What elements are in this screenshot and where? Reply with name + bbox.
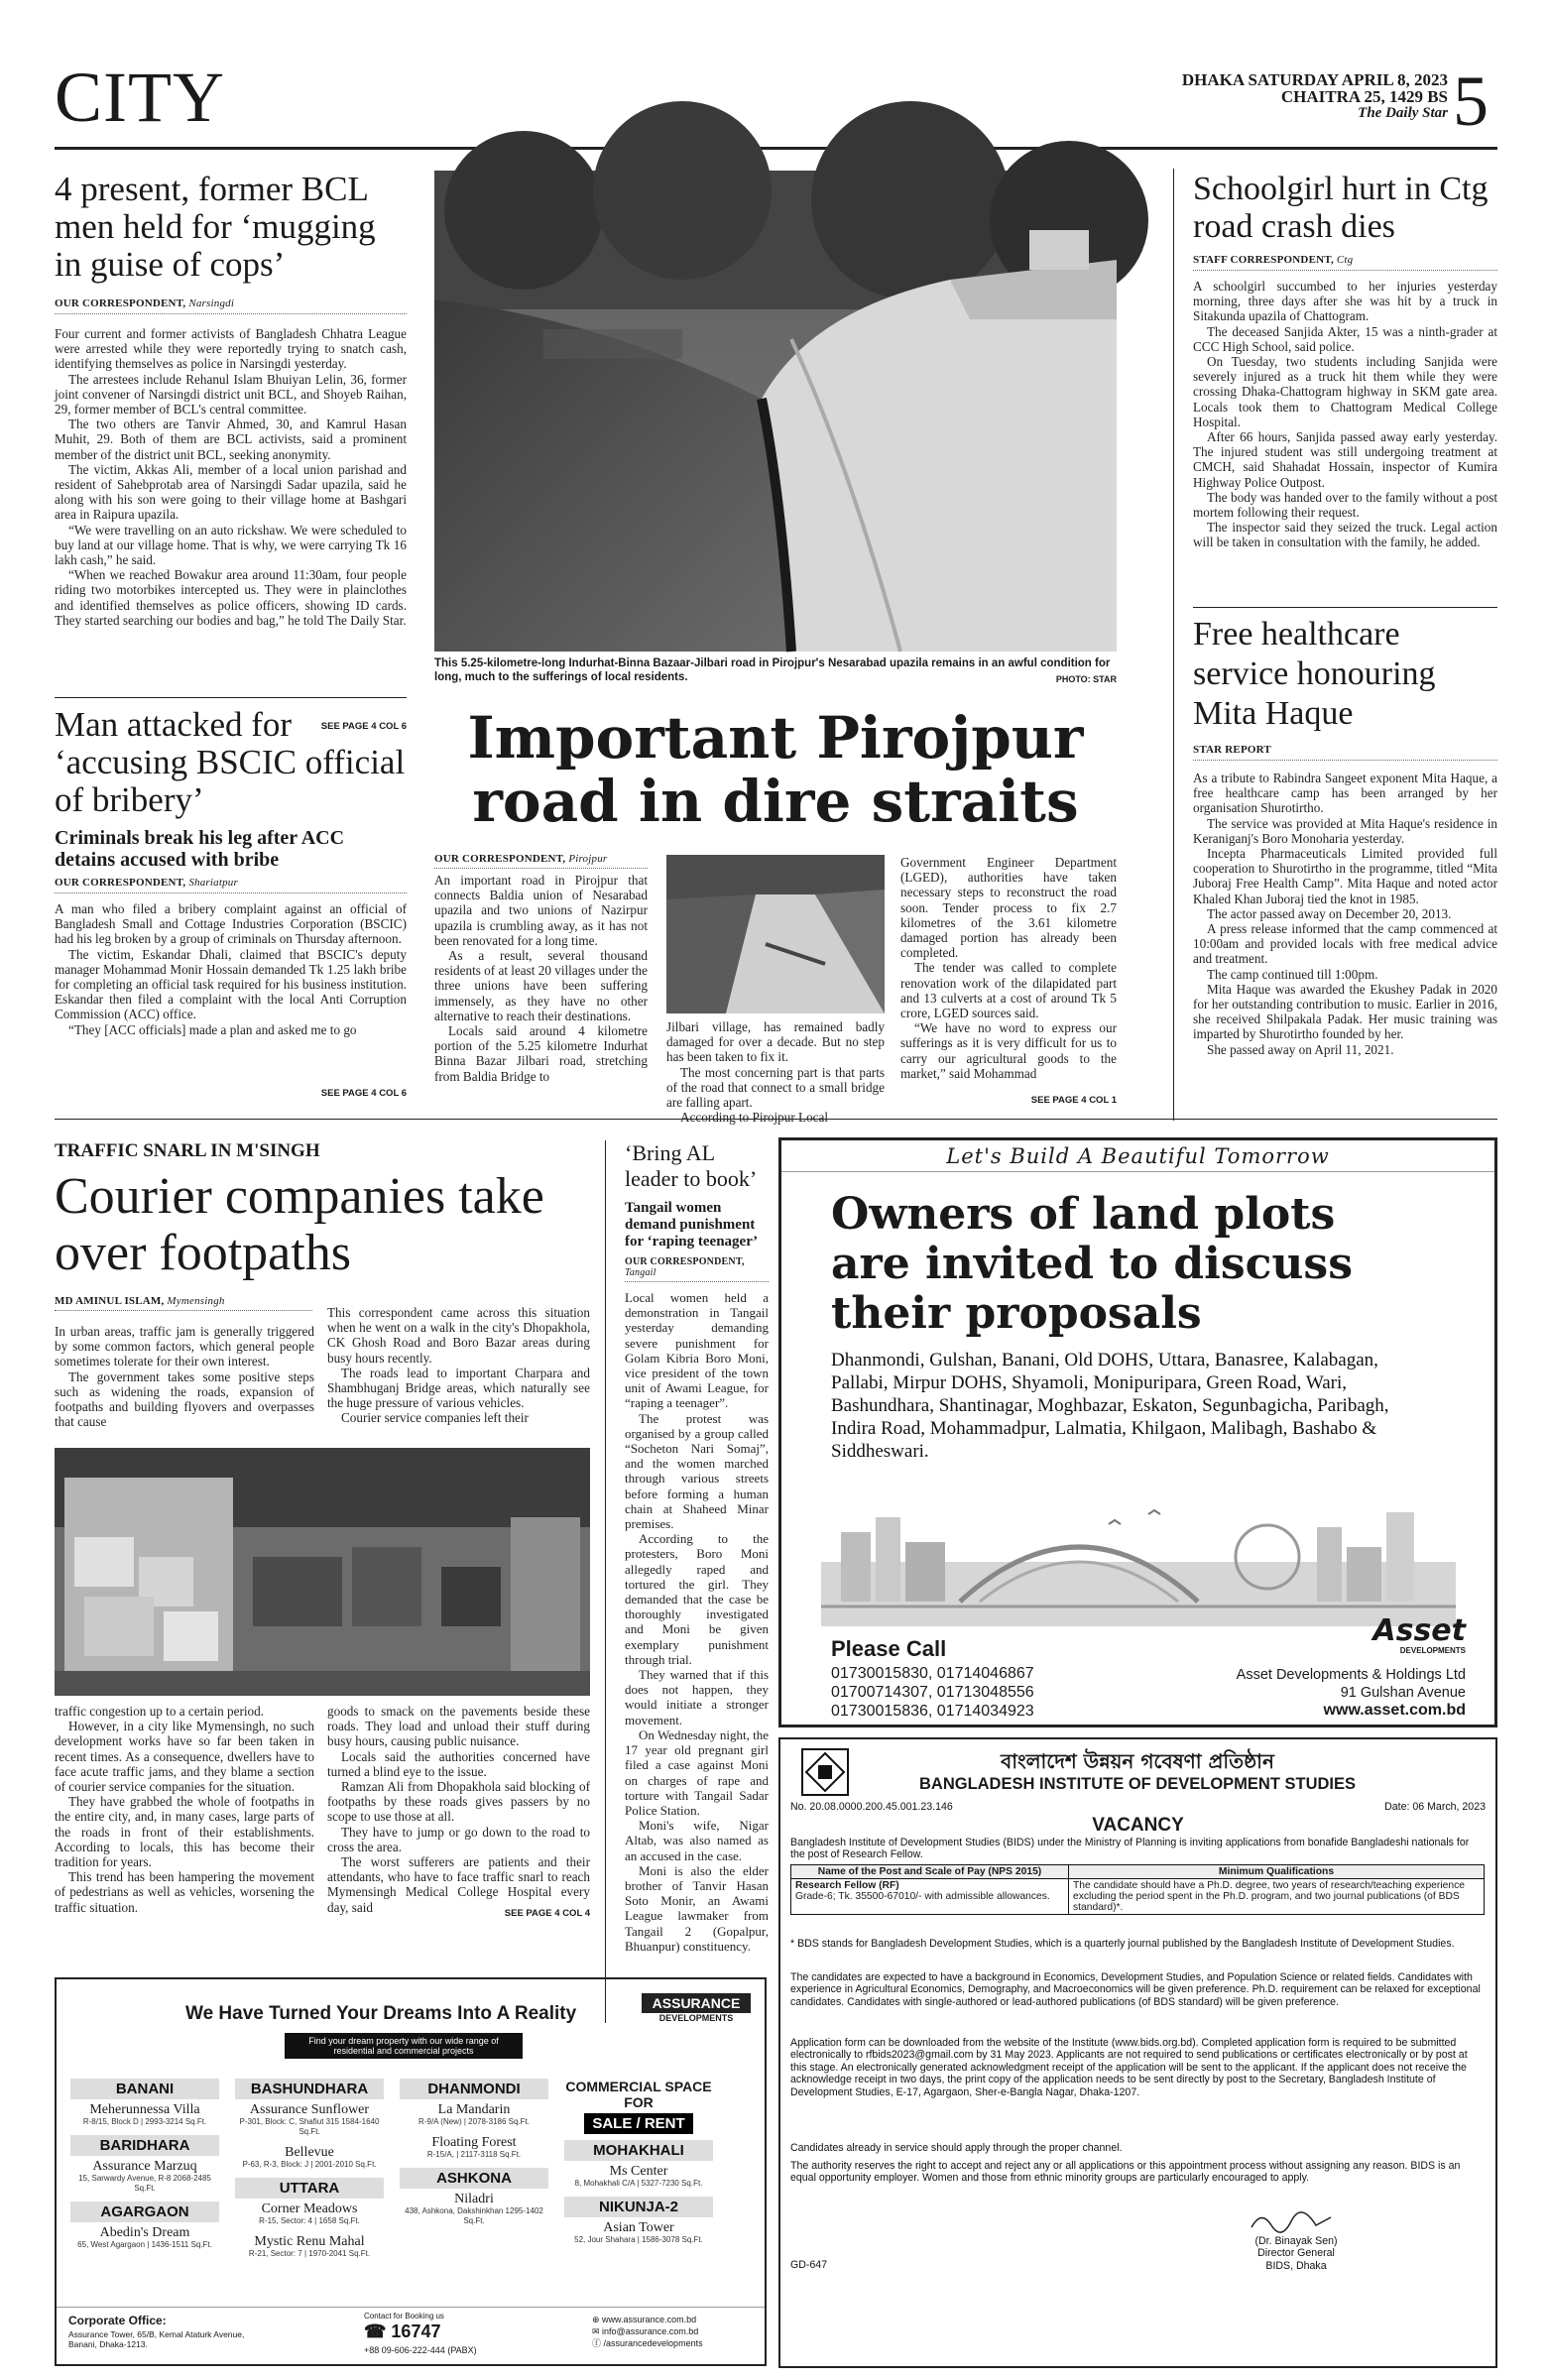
hotline-value: 16747 — [391, 2321, 441, 2341]
ad-headline: Owners of land plots are invited to discuss their proposals — [831, 1189, 1353, 1339]
paragraph: The service was provided at Mita Haque's residence in Keraniganj's Boro Monoharia yesterday. — [1193, 815, 1497, 846]
assurance-advertisement[interactable] — [55, 1977, 767, 2366]
paragraph: A press release informed that the camp commenced at 10:00am and provided locals with free medical advice and treatment. — [1193, 921, 1497, 967]
project-detail: 438, Ashkona, Dakshinkhan 1295-1402 Sq.Ft. — [405, 2206, 543, 2225]
road-photo-illustration — [434, 171, 1117, 652]
courier-story — [55, 1140, 590, 1311]
post-name: Research Fellow (RF) — [795, 1880, 899, 1891]
paragraph: Moni is also the elder brother of Tanvir Hasan Soto Monir, an Awami League lawmaker from Tangail 2 (Gopalpur, Bhuanpur) constituency. — [625, 1862, 769, 1954]
tangail-story — [625, 1140, 769, 1954]
header-qualifications: Minimum Qualifications — [1069, 1865, 1485, 1879]
company-website[interactable]: www.asset.com.bd — [1323, 1702, 1466, 1719]
paragraph: “We have no word to express our sufferings as it is very difficult for us to carry our agricultural goods to the market,” said Mohammad — [900, 1020, 1117, 1081]
kicker: TRAFFIC SNARL IN M'SINGH — [55, 1140, 320, 1161]
project-name: Ms Center — [609, 2164, 668, 2179]
signature — [1247, 2207, 1336, 2235]
paragraph: According to the protesters, Boro Moni allegedly raped and tortured the girl. They demanded that the case be thoroughly investigated and Moni be given exemplary punishment through trial. — [625, 1531, 769, 1667]
project-name: Abedin's Dream — [99, 2225, 190, 2240]
paragraph: Government Engineer Department (LGED), authorities have taken necessary steps to reconstruct the road soon. Tender process to fix 2.7 kilometres of the 3.61 kilometre damaged portion has already been completed. — [900, 855, 1117, 961]
vacancy-application-info: Application form can be downloaded from the website of the Institute (www.bids.org.bd). Completed application form is required to be submitted electronically to rfbids2023@gmail.com by 31 May 2023. Applicants are not required to send publications or certificates electronically or by post at this stage. An electronically generated acknowledgment receipt of the application will be sent to the applicant. If the applicant does not receive the acknowledge receipt in two days, the print copy of the application needs to be sent directly by post to the Secretary, Bangladesh Institute of Development Studies, E-17, Agargaon, Sher-e-Bangla Nagar, Dhaka-1207. — [790, 2037, 1468, 2098]
project-detail: P-63, R-3, Block: J | 2001-2010 Sq.Ft. — [242, 2160, 377, 2169]
project-name: Floating Forest — [431, 2135, 517, 2150]
date-line: DHAKA SATURDAY APRIL 8, 2023 — [1181, 70, 1448, 89]
vacancy-intro: Bangladesh Institute of Development Studies (BIDS) under the Ministry of Planning is inviting applications from bonafide Bangladeshi nationals for the post of Research Fellow. — [790, 1837, 1470, 1861]
paragraph: The worst sufferers are patients and their attendants, who have to face traffic snarl to reach Mymensingh Medical College Hospital every day, said — [327, 1854, 590, 1915]
project-name: Bellevue — [285, 2145, 334, 2160]
subheadline: Tangail women demand punishment for ‘raping teenager’ — [625, 1200, 759, 1250]
paragraph: An important road in Pirojpur that connects Baldia union of Nesarabad upazila and two unions of Nazirpur upazila is crumbling away, as it has not been renovated for a long time. — [434, 873, 648, 948]
paragraph: They warned that if this does not happen, they would initiate a stronger movement. — [625, 1667, 769, 1727]
paragraph: traffic congestion up to a certain period. — [55, 1704, 265, 1719]
paragraph: The protest was organised by a group called “Socheton Nari Somaj”, and the women marched through various streets before forming a human chain at Shaheed Minar premises. — [625, 1410, 769, 1532]
post-cell — [791, 1879, 1069, 1915]
signatory-designation: Director General — [1257, 2247, 1335, 2260]
schoolgirl-story — [1193, 171, 1497, 606]
facebook-text: /assurancedevelopments — [603, 2338, 703, 2348]
project-name: Assurance Marzuq — [92, 2159, 197, 2174]
project-group-commercial — [564, 2079, 713, 2253]
assurance-footer — [57, 2307, 765, 2364]
pirojpur-byline — [434, 853, 648, 869]
headline[interactable]: 4 present, former BCL men held for ‘mugging in guise of cops’ — [55, 170, 376, 284]
headline[interactable]: Schoolgirl hurt in Ctg road crash dies — [1193, 171, 1489, 245]
story-divider — [1193, 607, 1497, 608]
project-name: Asian Tower — [603, 2220, 674, 2235]
area-label: MOHAKHALI — [564, 2140, 713, 2161]
website-text: www.assurance.com.bd — [602, 2315, 697, 2324]
byline — [1193, 254, 1497, 271]
mita-haque-story — [1193, 615, 1497, 1120]
paragraph: In urban areas, traffic jam is generally triggered by some common factors, which general people sometimes tolerate for their own interest. — [55, 1324, 314, 1369]
masthead-date — [1131, 71, 1448, 122]
article-body — [1193, 771, 1497, 1120]
byline-place: Ctg — [1336, 254, 1354, 266]
paragraph: A schoolgirl succumbed to her injuries yesterday morning, three days after she was hit by a truck in Sitakunda upazila of Chattogram. — [1193, 279, 1497, 324]
project-detail: 52, Jour Shahara | 1586-3078 Sq.Ft. — [574, 2235, 703, 2244]
paragraph: “They [ACC officials] made a plan and asked me to go — [68, 1021, 357, 1037]
paragraph: The government takes some positive steps such as widening the roads, expansion of footpaths and building flyovers and overpasses that cause — [55, 1368, 314, 1430]
project-group-bashundhara — [235, 2079, 384, 2267]
project-detail: R-9/A (New) | 2078-3186 Sq.Ft. — [418, 2117, 530, 2126]
company-address: 91 Gulshan Avenue — [1340, 1685, 1466, 1701]
byline-place: Narsingdi — [188, 298, 235, 309]
headline[interactable]: ‘Bring AL leader to book’ — [625, 1140, 758, 1191]
signatory-block — [1207, 2235, 1385, 2272]
paragraph: “When we reached Bowakur area around 11:30am, four people riding two motorbikes intercepted us. They were in plainclothes and identified themselves as police officers, showing ID cards. They started searching our bodies and bag,” he told The Daily Star. — [55, 567, 407, 628]
bids-name: BANGLADESH INSTITUTE OF DEVELOPMENT STUDIES — [918, 1775, 1357, 1793]
phone-number[interactable]: 01730015830, 01714046867 — [831, 1665, 1034, 1682]
pirojpur-headline[interactable]: Important Pirojpur road in dire straits — [467, 704, 1084, 835]
project-detail: R-21, Sector: 7 | 1970-2041 Sq.Ft. — [248, 2249, 371, 2258]
project-group-dhanmondi — [400, 2079, 548, 2234]
paragraph: Local women held a demonstration in Tangail yesterday demanding severe punishment for Golam Kibria Boro Moni, vice president of the town unit of Awami League, for “raping a teenager”. — [625, 1290, 769, 1411]
project-name: La Mandarin — [437, 2102, 511, 2117]
post-scale: Grade-6; Tk. 35500-67010/- with admissible allowances. — [795, 1891, 1050, 1902]
booking-label: Contact for Booking us — [364, 2312, 444, 2320]
subheadline: Criminals break his leg after ACC detains accused with bribe — [55, 827, 345, 871]
vacancy-table — [790, 1864, 1485, 1915]
bids-reference: No. 20.08.0000.200.45.001.23.146 — [790, 1801, 953, 1813]
byline-place: Tangail — [625, 1267, 656, 1278]
bcl-story — [55, 171, 407, 732]
article-body — [55, 326, 407, 715]
phone-icon: ☎ — [364, 2321, 392, 2341]
call-label: Please Call — [831, 1636, 947, 1661]
paragraph: Ramzan Ali from Dhopakhola said blocking of footpaths by these roads gives passers by no scope to use those at all. — [327, 1779, 590, 1825]
paragraph: Four current and former activists of Bangladesh Chhatra League were arrested while they were reportedly trying to snatch cash, identifying themselves as police in Narsingdi yesterday. — [55, 326, 407, 372]
paragraph: Incepta Pharmaceuticals Limited provided full cooperation to Shurotirtho in the programme, titled “Mita Juboraj Free Health Camp”. Mita Haque and noted actor Khaled Khan Juboraj tied the knot in 1985. — [1193, 846, 1497, 906]
article-body — [625, 1290, 769, 1954]
bids-vacancy-advertisement[interactable] — [778, 1737, 1497, 2368]
courier-column-2-top — [327, 1305, 590, 1441]
column-divider — [605, 1140, 606, 2023]
byline — [55, 1295, 312, 1311]
facebook-icon: ⓕ — [592, 2338, 604, 2348]
bids-logo — [800, 1747, 850, 1797]
byline-author: MD AMINUL ISLAM, — [55, 1295, 165, 1307]
area-label: DHANMONDI — [400, 2079, 548, 2099]
commercial-label: COMMERCIAL SPACE FOR — [565, 2079, 712, 2110]
column-divider — [1173, 169, 1174, 1121]
project-group-banani — [70, 2079, 219, 2258]
area-label: BARIDHARA — [70, 2135, 219, 2156]
bids-bangla-name: বাংলাদেশ উন্নয়ন গবেষণা প্রতিষ্ঠান — [1001, 1749, 1274, 1773]
project-detail: R-15/A, | 2117-3118 Sq.Ft. — [426, 2150, 522, 2159]
paragraph: Locals said the authorities concerned have turned a blind eye to the issue. — [327, 1748, 590, 1779]
article-body — [55, 901, 407, 1086]
signatory-org: BIDS, Dhaka — [1265, 2259, 1327, 2272]
paragraph: The deceased Sanjida Akter, 15 was a ninth-grader at CCC High School, said police. — [1193, 323, 1497, 354]
photo-caption — [434, 656, 1117, 686]
byline-place: Pirojpur — [568, 853, 608, 865]
byline-author: OUR CORRESPONDENT, — [434, 853, 566, 865]
project-detail: P-301, Block: C, Shafiut 315 1584-1640 Sq.Ft. — [239, 2117, 380, 2136]
project-detail: 65, West Agargaon | 1436-1511 Sq.Ft. — [77, 2240, 212, 2249]
project-detail: R-15, Sector: 4 | 1658 Sq.Ft. — [259, 2216, 360, 2225]
area-label: NIKUNJA-2 — [564, 2197, 713, 2217]
pirojpur-inset-photo — [666, 855, 885, 1013]
logo-text: Asset — [1372, 1613, 1466, 1648]
vacancy-candidate-info: The candidates are expected to have a background in Economics, Development Studies, and Population Science or related fields. Candidates with experience in Agricultural Economics, Demography, and Macroeconomics will be given preference. Ph.D. requirement can be relaxed for exceptional candidates. Candidates with single-authored or lead-authored publications (of BDS standard) will be given preference. — [790, 1971, 1481, 2008]
section-title: CITY — [55, 58, 225, 137]
vacancy-title: VACANCY — [1092, 1815, 1184, 1836]
mail-icon: ✉ — [592, 2326, 603, 2336]
paragraph: The inspector said they seized the truck. Legal action will be taken in consultation with the family, he added. — [1193, 520, 1497, 550]
vacancy-service-note: Candidates already in service should apply through the proper channel. — [790, 2142, 1123, 2154]
project-name: Mystic Renu Mahal — [254, 2234, 365, 2249]
page-number: 5 — [1453, 61, 1489, 141]
project-detail: 8, Mohakhali C/A | 5327-7230 Sq.Ft. — [574, 2179, 703, 2188]
caption-text: This 5.25-kilometre-long Indurhat-Binna Bazaar-Jilbari road in Pirojpur's Nesarabad upazila remains in an awful condition for long, much to the sufferings of local residents. — [434, 657, 1111, 683]
project-name: Corner Meadows — [261, 2202, 358, 2216]
contact-links — [592, 2314, 703, 2349]
logo-text: ASSURANCE — [642, 1993, 751, 2013]
paragraph: The body was handed over to the family without a post mortem following their request. — [1193, 489, 1497, 521]
photo-credit: PHOTO: STAR — [1055, 674, 1117, 684]
area-label: BASHUNDHARA — [235, 2079, 384, 2099]
paragraph: Mita Haque was awarded the Ekushey Padak in 2020 for her outstanding contribution to music. Earlier in 2016, she received Shilpakala Padak. Her music training was imparted by Shurotirtho founded by her. — [1193, 981, 1497, 1042]
paragraph: Moni's wife, Nigar Altab, was also named as an accused in the case. — [625, 1818, 769, 1863]
bids-date: Date: 06 March, 2023 — [1384, 1801, 1486, 1813]
logo-subtext: DEVELOPMENTS — [658, 2013, 734, 2023]
phone-list — [831, 1664, 1034, 1721]
ad-banner: Find your dream property with our wide range of residential and commercial projects — [285, 2033, 523, 2059]
vacancy-footnote: * BDS stands for Bangladesh Development Studies, which is a quarterly journal published by the Bangladesh Institute of Development Studies. — [790, 1938, 1455, 1950]
paragraph: As a result, several thousand residents of at least 20 villages under the three unions have been suffering immensely, as they have no other alternative to reach their destinations. — [434, 948, 648, 1023]
office-address: Assurance Tower, 65/B, Kemal Ataturk Avenue, Banani, Dhaka-1213. — [68, 2329, 245, 2349]
byline: STAR REPORT — [1193, 744, 1497, 761]
hotline-number[interactable] — [364, 2321, 440, 2342]
paragraph: According to Pirojpur Local — [680, 1110, 829, 1126]
paragraph: The two others are Tanvir Ahmed, 30, and Kamrul Hasan Muhit, 29. Both of them are BCL activists, said a prominent member of the district unit BCL, seeking anonymity. — [55, 416, 407, 462]
area-label: UTTARA — [235, 2178, 384, 2199]
assurance-logo — [642, 1993, 751, 2023]
article-body — [1193, 279, 1497, 606]
masthead-rule — [55, 147, 1497, 150]
project-name: Meherunnessa Villa — [89, 2102, 200, 2117]
signatory-name: (Dr. Binayak Sen) — [1254, 2235, 1338, 2247]
area-label: BANANI — [70, 2079, 219, 2099]
phone-number[interactable]: 01730015836, 01714034923 — [831, 1703, 1034, 1720]
headline[interactable]: Courier companies take over footpaths — [55, 1168, 544, 1281]
paragraph: Courier service companies left their — [341, 1410, 529, 1426]
byline-author: OUR CORRESPONDENT, — [55, 877, 186, 889]
paragraph: The camp continued till 1:00pm. — [1207, 966, 1378, 982]
area-label: ASHKONA — [400, 2168, 548, 2189]
byline — [55, 298, 407, 314]
courier-column-1-bottom — [55, 1704, 314, 1915]
byline-place: Shariatpur — [188, 877, 238, 889]
paragraph: The actor passed away on December 20, 2013. — [1207, 905, 1452, 921]
pabx-number[interactable]: +88 09-606-222-444 (PABX) — [364, 2345, 477, 2355]
facebook-link[interactable] — [592, 2337, 703, 2349]
ad-tagline-bar — [781, 1140, 1494, 1172]
byline-author: OUR CORRESPONDENT, — [625, 1256, 745, 1267]
see-page-link[interactable]: SEE PAGE 4 COL 6 — [320, 1088, 407, 1099]
website-link[interactable] — [592, 2314, 703, 2325]
email-link[interactable] — [592, 2325, 703, 2337]
story-divider — [55, 697, 407, 698]
office-label: Corporate Office: — [68, 2314, 167, 2327]
byline — [625, 1256, 769, 1282]
see-page-link[interactable]: SEE PAGE 4 COL 1 — [1030, 1095, 1117, 1106]
project-name: Niladri — [454, 2192, 494, 2206]
paragraph: “We were travelling on an auto rickshaw. We were scheduled to buy land at our village home. That is why, we were carrying Tk 16 lakh cash,” he said. — [55, 522, 407, 568]
ad-tagline: Let's Build A Beautiful Tomorrow — [946, 1144, 1330, 1168]
paragraph: After 66 hours, Sanjida passed away early yesterday. The injured student was still undergoing treatment at CMCH, said Shahadat Hossain, inspector of Kumira Highway Police Outpost. — [1193, 429, 1497, 490]
asset-logo — [1357, 1613, 1466, 1655]
courier-photo-illustration — [55, 1448, 590, 1696]
paragraph: The victim, Akkas Ali, member of a local union parishad and resident of Sahebprotab area of Narsingdi Sadar upazila, said he along with his son were going to their village home at Bashgari area in Raipura upazila. — [55, 461, 407, 523]
courier-column-1-top — [55, 1324, 314, 1441]
asset-advertisement[interactable] — [778, 1137, 1497, 1727]
project-detail: 15, Sarwardy Avenue, R-8 2068-2485 Sq.Ft. — [78, 2174, 211, 2193]
globe-icon: ⊕ — [592, 2315, 603, 2324]
commercial-tag: SALE / RENT — [584, 2113, 693, 2134]
paragraph: She passed away on April 11, 2021. — [1207, 1041, 1394, 1057]
byline — [55, 877, 407, 893]
bangla-date-line: CHAITRA 25, 1429 BS — [1280, 87, 1448, 106]
email-text: info@assurance.com.bd — [602, 2326, 699, 2336]
paragraph: However, in a city like Mymensingh, no such development works have so far been taken in recent times. As a consequence, dwellers have to face acute traffic jams, and they blame a section of courier service companies for the situation. — [55, 1719, 314, 1795]
paragraph: On Tuesday, two students including Sanjida were severely injured as a truck hit them while they were crossing Dhaka-Chattogram highway in SKM gate area. Locals took them to Chattogram Medical College Hospital. — [1193, 354, 1497, 429]
paragraph: The roads lead to important Charpara and Shambhuganj Bridge areas, which naturally see the huge pressure of various vehicles. — [327, 1365, 590, 1411]
project-detail: R-8/15, Block D | 2993-3214 Sq.Ft. — [82, 2117, 207, 2126]
company-info — [1158, 1666, 1466, 1720]
phone-number[interactable]: 01700714307, 01713048556 — [831, 1684, 1034, 1701]
header-post: Name of the Post and Scale of Pay (NPS 2015) — [791, 1865, 1069, 1879]
byline-author: OUR CORRESPONDENT, — [55, 298, 186, 309]
see-page-link[interactable]: SEE PAGE 4 COL 4 — [504, 1908, 590, 1919]
ad-code: GD-647 — [790, 2259, 828, 2271]
paragraph: The arrestees include Rehanul Islam Bhuiyan Lelin, 36, former joint convener of Narsingdi district unit BCL, and Shoyeb Raihan, 29, former member of BCL's central committee. — [55, 371, 407, 417]
road-photo — [434, 171, 1117, 652]
paragraph: The tender was called to complete renovation work of the dilapidated part and 13 culverts at a cost of around Tk 5 crore, LGED sources said. — [900, 960, 1117, 1021]
inset-photo-illustration — [666, 855, 885, 1013]
ad-city-illustration — [821, 1502, 1456, 1626]
paragraph: Jilbari village, has remained badly damaged for over a decade. But no step has been taken to fix it. — [666, 1019, 885, 1065]
byline-author: STAFF CORRESPONDENT, — [1193, 254, 1334, 266]
byline-place: Mymensingh — [167, 1295, 225, 1307]
see-page-link[interactable]: SEE PAGE 4 COL 6 — [320, 721, 407, 732]
paragraph: The most concerning part is that parts of the road that connect to a small bridge are falling apart. — [666, 1064, 885, 1111]
paragraph: This correspondent came across this situation when he went on a walk in the city's Dhopakhola, CK Ghosh Road and Boro Bazar areas during busy hours recently. — [327, 1305, 590, 1366]
project-name: Assurance Sunflower — [249, 2102, 370, 2117]
vacancy-table-grid — [790, 1864, 1485, 1915]
headline[interactable]: Man attacked for ‘accusing BSCIC official of bribery’ — [55, 705, 406, 819]
paragraph: They have grabbed the whole of footpaths in the entire city, and, in many cases, large parts of the roads in front of their establishments. According to locals, this has become their tradition for years. — [55, 1794, 314, 1870]
paragraph: Locals said around 4 kilometre portion of the 5.25 kilometre Indurhat Binna Bazar Jilbari road, stretching from Baldia Bridge to — [434, 1023, 648, 1084]
paragraph: goods to smack on the pavements beside these roads. They load and unload their stuff during busy hours, causing public nuisance. — [327, 1704, 590, 1749]
area-label: AGARGAON — [70, 2202, 219, 2222]
headline[interactable]: Free healthcare service honouring Mita Haque — [1193, 616, 1436, 732]
ad-headline: We Have Turned Your Dreams Into A Reality — [185, 2003, 577, 2024]
ad-area-list: Dhanmondi, Gulshan, Banani, Old DOHS, Uttara, Banasree, Kalabagan, Pallabi, Mirpur DOHS, Shyamoli, Monipuripara, Green Road, Wari, Bashundhara, Shantinagar, Moghbazar, Eskaton, Segunbagicha, Paribagh, Indira Road, Mohammadpur, Lalmatia, Khilgaon, Malibagh, Bashabo & Siddheswari. — [831, 1350, 1389, 1462]
paragraph: This trend has been hampering the movement of pedestrians as well as vehicles, worsening the traffic situation. — [55, 1869, 314, 1915]
paper-name: The Daily Star — [1358, 105, 1448, 121]
paragraph: On Wednesday night, the 17 year old pregnant girl filed a case against Moni on charges of rape and torture with Tangail Sadar Police Station. — [625, 1726, 769, 1818]
paragraph: The victim, Eskandar Dhali, claimed that BSCIC's deputy manager Mohammad Monir Hossain demanded Tk 1.25 lakh bribe for completing an official task required for his business institution. Eskandar then filed a complaint with the local Anti Corruption Commission (ACC) office. — [55, 946, 407, 1022]
courier-photo — [55, 1448, 590, 1696]
pirojpur-column-1 — [434, 873, 648, 1109]
company-name: Asset Developments & Holdings Ltd — [1236, 1667, 1466, 1683]
bscic-story — [55, 706, 407, 1099]
pirojpur-column-2 — [666, 1019, 885, 1126]
paragraph: A man who filed a bribery complaint against an official of Bangladesh Small and Cottage Industries Corporation (BSCIC) had his leg broken by a group of criminals on Thursday afternoon. — [55, 901, 407, 947]
vacancy-rights-note: The authority reserves the right to accept and reject any or all applications or this appointment process without assigning any reason. BIDS is an equal opportunity employer. Women and those from ethnic minority groups are particularly encouraged to apply. — [790, 2160, 1461, 2185]
qualification-cell: The candidate should have a Ph.D. degree, two years of research/teaching experience excluding the period spent in the Ph.D. program, and two journal publications (of BDS standard)*. — [1069, 1879, 1485, 1915]
paragraph: They have to jump or go down to the road to cross the area. — [327, 1824, 590, 1854]
pirojpur-column-3 — [900, 855, 1117, 1091]
logo-subtext: DEVELOPMENTS — [1399, 1646, 1466, 1655]
paragraph: As a tribute to Rabindra Sangeet exponent Mita Haque, a free healthcare camp has been arranged by her organisation Shurotirtho. — [1193, 771, 1497, 816]
